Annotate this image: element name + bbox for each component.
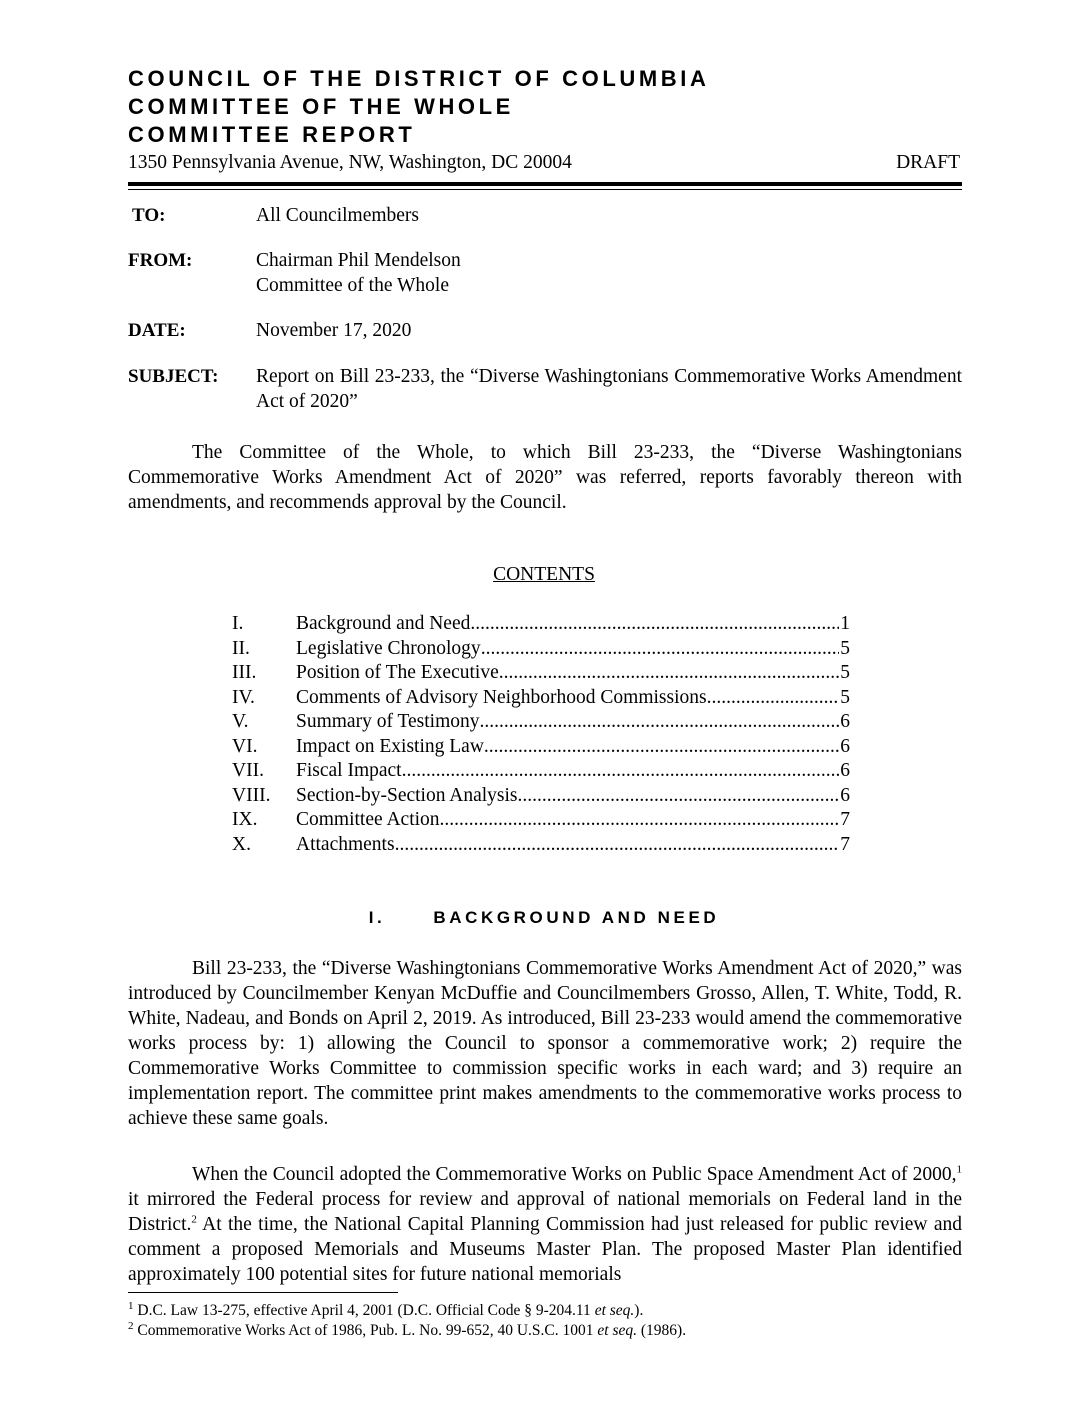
- subject-label: SUBJECT:: [128, 366, 219, 387]
- toc-item-number: V.: [232, 711, 249, 732]
- toc-item-page: 1: [840, 613, 850, 634]
- toc-item: [232, 637, 850, 662]
- toc-item-title: Summary of Testimony: [296, 711, 480, 732]
- contents-heading: CONTENTS: [493, 564, 595, 585]
- toc-item-entry: [296, 808, 850, 833]
- to-label: TO:: [132, 205, 166, 226]
- toc-item-page: 6: [840, 711, 850, 732]
- toc-item-number: III.: [232, 662, 257, 683]
- to-value: All Councilmembers: [256, 205, 420, 226]
- toc-item-number: VII.: [232, 760, 264, 781]
- toc-item-title: Legislative Chronology: [296, 637, 481, 659]
- toc-item-page: 6: [840, 760, 850, 781]
- section-title: BACKGROUND AND NEED: [433, 908, 720, 927]
- background-paragraph-1: Bill 23-233, the “Diverse Washingtonians Commemorative Works Amendment Act of 2020,” was introduced by Councilmember Kenyan McDuffie and Councilmembers Grosso, Allen, T. White, Todd, R. White, Nadeau, and Bonds on April 2, 2019. As introduced, Bill 23-233 would amend the commemorative works process by: 1) allowing the Council to sponsor a commemorative work; 2) require the Commemorative Works Committee to commission specific works in each ward; and 3) require an implementation report. The committee print makes amendments to the commemorative works process to achieve these same goals.: [128, 958, 962, 1129]
- toc-item-title: Position of The Executive: [296, 662, 499, 683]
- toc-item-title: Section-by-Section Analysis: [296, 784, 518, 806]
- toc-dot-leader: [395, 833, 840, 858]
- footnote-2: $^2$ Commemorative Works Act of 1986, Pub. L. No. 99-652, 40 U.S.C. 1001 et seq. (1986).: [128, 1319, 687, 1339]
- toc-item-entry: [296, 710, 850, 735]
- toc-item: [232, 784, 850, 809]
- toc-dot-leader: [480, 710, 840, 735]
- from-label: FROM:: [128, 250, 193, 271]
- toc-item-entry: [296, 637, 850, 662]
- toc-item-entry: [296, 784, 850, 809]
- toc-dot-leader: [470, 612, 839, 637]
- toc-item-title: Attachments: [296, 833, 395, 855]
- toc-dot-leader: [484, 735, 839, 760]
- background-paragraph-2: When the Council adopted the Commemorative Works on Public Space Amendment Act of 2000,$^1$ it mirrored the Federal process for review and approval of national memorials on Federal land in the District.$^2$ At the time, the National Capital Planning Commission had just released for public review and comment a proposed Memorials and Museums Master Plan. The proposed Master Plan identified approximately 100 potential sites for future national memorials: [128, 1163, 962, 1285]
- toc-item: [232, 661, 850, 686]
- toc-item-page: 7: [840, 833, 850, 855]
- toc-item-number: IV.: [232, 686, 255, 708]
- toc-item: [232, 808, 850, 833]
- toc-item-page: 6: [840, 784, 850, 806]
- toc-item-entry: [296, 612, 850, 637]
- council-title: COUNCIL OF THE DISTRICT OF COLUMBIA: [128, 66, 710, 91]
- toc-item-title: Fiscal Impact: [296, 760, 402, 781]
- table-of-contents: [232, 612, 850, 857]
- section-number: I.: [368, 908, 386, 927]
- council-address: 1350 Pennsylvania Avenue, NW, Washington, DC 20004: [128, 152, 572, 173]
- intro-paragraph: The Committee of the Whole, to which Bill 23-233, the “Diverse Washingtonians Commemorative Works Amendment Act of 2020” was referred, reports favorably thereon with amendments, and recommends approval by the Council.: [128, 442, 962, 513]
- toc-item-number: I.: [232, 613, 244, 634]
- committee-title: COMMITTEE OF THE WHOLE: [128, 94, 514, 119]
- draft-status: DRAFT: [896, 152, 960, 173]
- toc-item-entry: [296, 833, 850, 858]
- toc-item-number: IX.: [232, 809, 258, 830]
- toc-item-number: VI.: [232, 735, 258, 757]
- toc-item: [232, 612, 850, 637]
- toc-item-number: X.: [232, 833, 251, 855]
- footnote-ref-2: 2: [191, 1213, 197, 1226]
- toc-item: [232, 759, 850, 784]
- toc-item: [232, 833, 850, 858]
- toc-dot-leader: [707, 686, 840, 711]
- header-rule-thin: [128, 189, 962, 190]
- toc-item-number: II.: [232, 637, 250, 659]
- subject-value: Report on Bill 23-233, the “Diverse Washingtonians Commemorative Works Amendment Act of 2020”: [256, 366, 962, 412]
- report-title: COMMITTEE REPORT: [128, 122, 416, 147]
- toc-item-number: VIII.: [232, 784, 271, 806]
- toc-item: [232, 710, 850, 735]
- date-label: DATE:: [128, 320, 186, 341]
- toc-item-entry: [296, 686, 850, 711]
- toc-dot-leader: [499, 661, 840, 686]
- toc-dot-leader: [518, 784, 840, 809]
- toc-item-title: Impact on Existing Law: [296, 735, 484, 757]
- footnote-rule: [128, 1292, 398, 1293]
- date-value: November 17, 2020: [256, 320, 412, 341]
- toc-item-page: 7: [840, 809, 850, 830]
- toc-item-entry: [296, 661, 850, 686]
- toc-item: [232, 735, 850, 760]
- toc-dot-leader: [402, 759, 840, 784]
- toc-dot-leader: [481, 637, 840, 662]
- toc-item-entry: [296, 759, 850, 784]
- footnote-ref-1: 1: [956, 1163, 962, 1176]
- toc-item: [232, 686, 850, 711]
- section-heading: [0, 906, 1088, 930]
- toc-item-title: Background and Need: [296, 613, 471, 634]
- footnote-1: $^1$ D.C. Law 13-275, effective April 4, 2001 (D.C. Official Code § 9-204.11 et seq.).: [128, 1299, 644, 1319]
- from-value-name: Chairman Phil Mendelson: [256, 250, 461, 271]
- toc-item-title: Comments of Advisory Neighborhood Commissions: [296, 686, 707, 708]
- toc-item-page: 5: [840, 637, 850, 659]
- toc-item-page: 5: [840, 686, 850, 708]
- from-value-committee: Committee of the Whole: [256, 275, 449, 296]
- toc-dot-leader: [440, 808, 840, 833]
- toc-item-entry: [296, 735, 850, 760]
- toc-item-page: 5: [840, 662, 850, 683]
- header-rule-thick: [128, 182, 962, 186]
- toc-item-title: Committee Action: [296, 809, 440, 830]
- toc-item-page: 6: [840, 735, 850, 757]
